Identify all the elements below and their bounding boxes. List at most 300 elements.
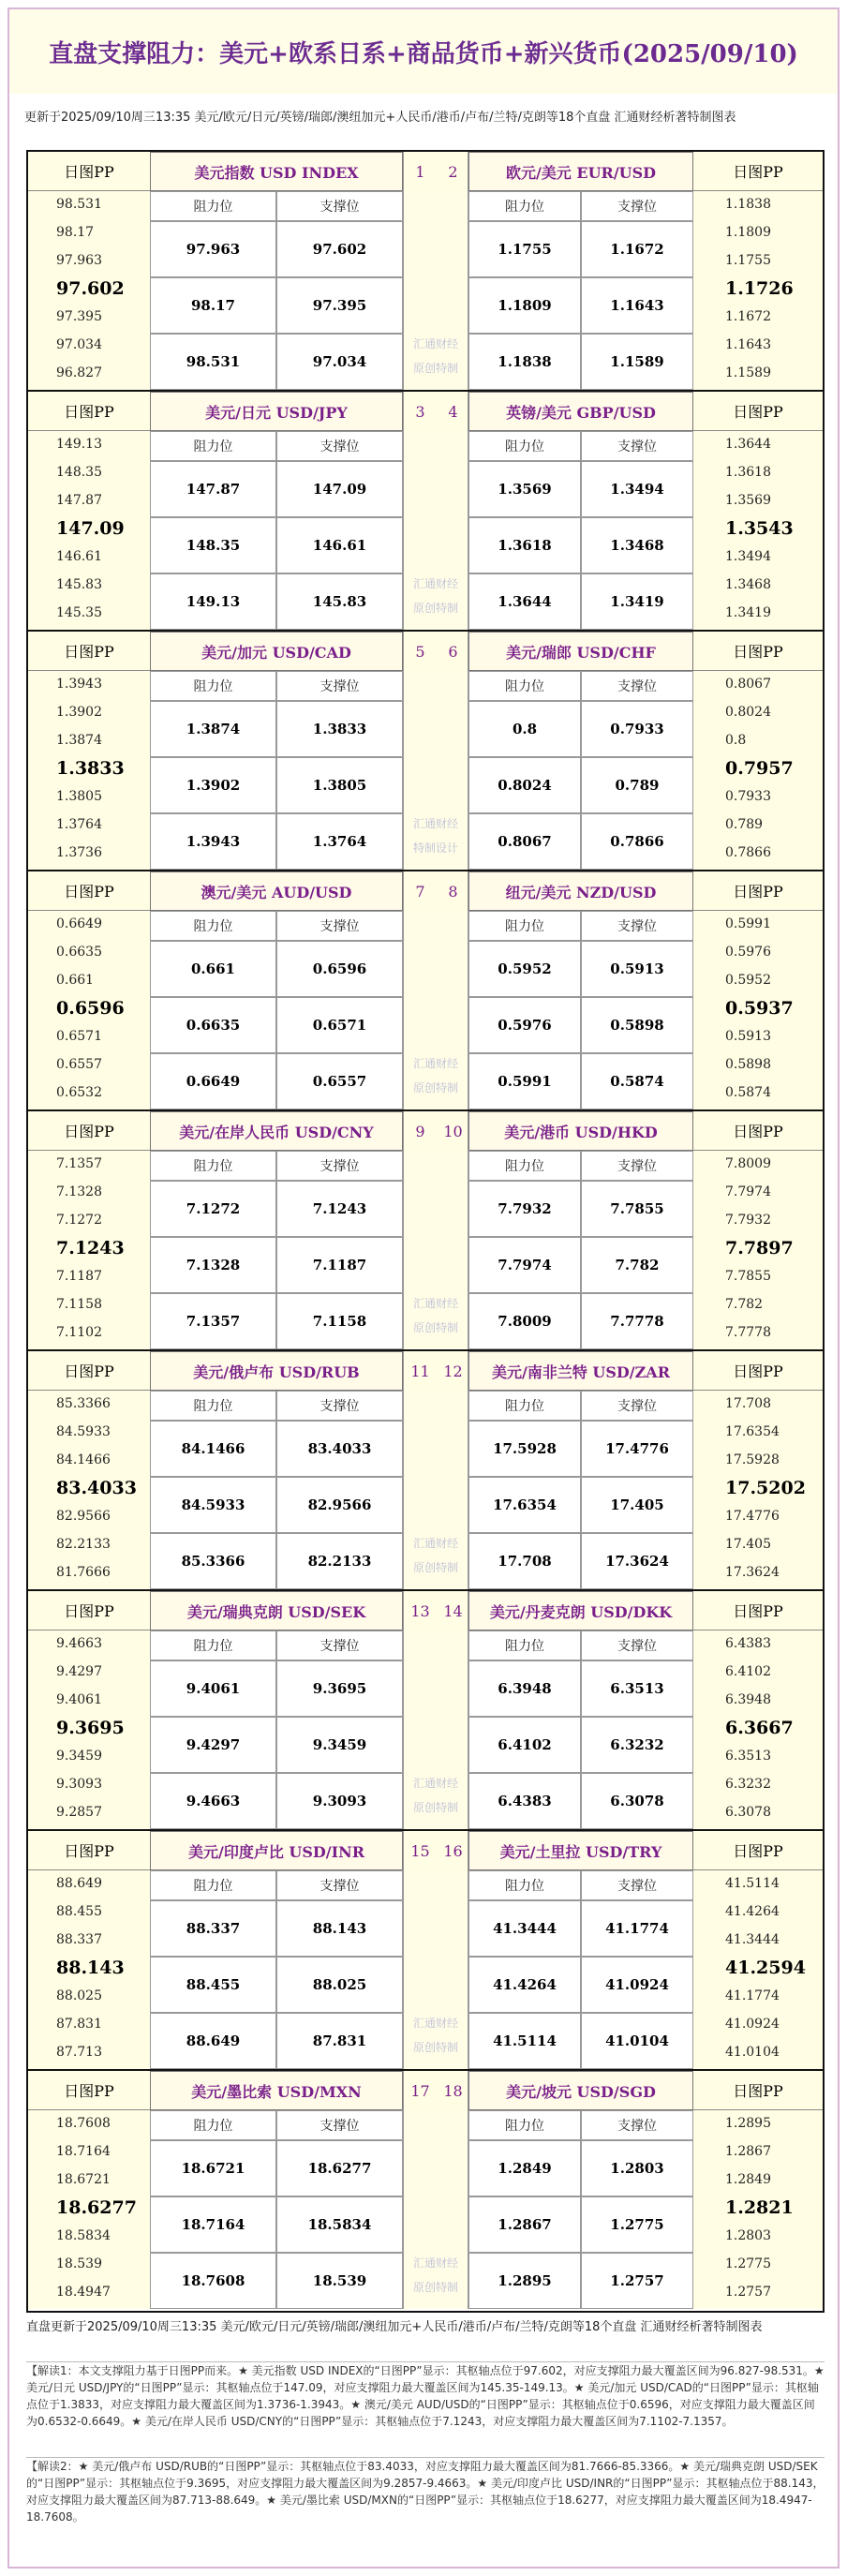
support-value: 6.3078 [581,1773,693,1829]
support-value: 41.0104 [581,2013,693,2069]
pair-block [28,1831,823,2071]
pp-level: 18.7608 [56,2116,111,2131]
pp-level: 1.2895 [725,2116,771,2131]
pp-level: 9.2857 [56,1805,102,1820]
resistance-value: 0.5976 [468,997,581,1053]
pp-level: 87.713 [56,2045,102,2060]
pair-number: 8 [437,871,468,911]
pp-level: 1.3494 [725,549,771,564]
support-value: 1.3833 [276,701,403,757]
watermark: 原创特制 [412,2041,458,2054]
pp-level: 9.4297 [56,1664,102,1679]
pp-level: 7.7932 [725,1213,771,1228]
support-value: 18.5834 [276,2196,403,2253]
support-value: 0.6571 [276,997,403,1053]
support-header: 支撑位 [276,1630,403,1660]
explanation-1: 【解读1：本文支撑阻力基于日图PP而来。★ 美元指数 USD INDEX的“日图PP”显示：其枢轴点位于97.602，对应支撑阻力最大覆盖区间为96.827-98.531。★ 美元/日元 USD/JPY的“日图PP”显示：其枢轴点位于147.09，对应支撑阻力最大覆盖区间为145.35-149.13。★ 美元/加元 USD/CAD的“日图PP”显示：其枢轴点位于1.3833，对应支撑阻力最大覆盖区间为1.3736-1.3943。★ 澳元/美元 AUD/USD的“日图PP”显示：其枢轴点位于0.6596，对应支撑阻力最大覆盖区间为0.6532-0.6649。★ 美元/在岸人民币 USD/CNY的“日图PP”显示：其枢轴点位于7.1243，对应支撑阻力最大覆盖区间为7.1102-7.1357。 [26,2361,825,2430]
resistance-value: 41.3444 [468,1900,581,1957]
pivot-value: 41.2594 [725,1958,806,1978]
resistance-header: 阻力位 [150,1151,276,1181]
pair-block [28,632,823,871]
pp-level: 6.4383 [725,1636,771,1651]
pp-level: 9.3093 [56,1777,102,1792]
support-value: 145.83 [276,573,403,630]
pp-header: 日图PP [28,152,150,191]
pp-level: 1.3736 [56,845,102,860]
watermark: 汇通财经 [412,337,458,350]
resistance-header: 阻力位 [468,1630,581,1660]
pp-level: 1.2867 [725,2144,771,2159]
resistance-value: 88.455 [150,1957,276,2013]
pp-level: 88.649 [56,1876,102,1891]
support-header: 支撑位 [581,1151,693,1181]
watermark: 特制设计 [412,841,458,855]
watermark: 汇通财经 [412,2017,458,2030]
pp-level: 0.6635 [56,945,102,960]
pp-level: 7.1357 [56,1156,102,1171]
daily-pp-column [28,632,150,870]
pp-level: 1.3569 [725,493,771,508]
watermark: 汇通财经 [412,817,458,830]
block-middle [403,1591,468,1829]
resistance-value: 9.4061 [150,1660,276,1717]
support-header: 支撑位 [276,1151,403,1181]
pivot-value: 6.3667 [725,1718,794,1738]
daily-pp-column [28,2071,150,2309]
pp-header: 日图PP [28,392,150,431]
pair-number: 6 [437,632,468,671]
pp-level: 82.2133 [56,1537,111,1552]
pp-level: 0.8 [725,733,747,748]
resistance-value: 7.8009 [468,1293,581,1349]
pp-level: 0.5991 [725,916,771,931]
support-header: 支撑位 [276,431,403,461]
pp-header: 日图PP [693,2071,823,2110]
pivot-value: 0.7957 [725,758,794,779]
pp-header: 日图PP [693,392,823,431]
support-value: 147.09 [276,461,403,517]
pair-name: 美元/土里拉 USD/TRY [468,1831,693,1870]
pivot-value: 1.3543 [725,518,794,539]
daily-pp-column [693,1351,823,1589]
pp-level: 41.4264 [725,1904,780,1919]
resistance-header: 阻力位 [468,2110,581,2140]
block-middle [403,1831,468,2069]
resistance-value: 1.3902 [150,757,276,813]
pair-number: 7 [404,871,437,911]
daily-pp-column [693,2071,823,2309]
support-value: 17.4776 [581,1421,693,1477]
pp-level: 7.782 [725,1297,764,1312]
support-header: 支撑位 [276,911,403,941]
support-header: 支撑位 [276,2110,403,2140]
support-value: 1.2775 [581,2196,693,2253]
pp-level: 41.0104 [725,2045,780,2060]
pp-level: 17.3624 [725,1565,780,1580]
support-header: 支撑位 [581,1391,693,1421]
page-frame [7,7,840,2569]
pair-number: 12 [437,1351,468,1391]
resistance-value: 18.7608 [150,2253,276,2309]
pp-level: 85.3366 [56,1396,111,1411]
pp-level: 0.7933 [725,789,771,804]
pp-level: 97.034 [56,337,102,352]
support-value: 1.1672 [581,221,693,277]
support-value: 18.539 [276,2253,403,2309]
pair-name: 美元/丹麦克朗 USD/DKK [468,1591,693,1630]
resistance-value: 0.8067 [468,813,581,870]
resistance-value: 148.35 [150,517,276,573]
pp-level: 1.2757 [725,2285,771,2300]
pp-level: 41.5114 [725,1876,780,1891]
pivot-value: 17.5202 [725,1478,806,1498]
pivot-value: 97.602 [56,278,125,299]
support-header: 支撑位 [276,191,403,221]
resistance-value: 97.963 [150,221,276,277]
resistance-header: 阻力位 [468,191,581,221]
pair-block [28,152,823,392]
pp-level: 0.5874 [725,1085,771,1100]
pp-level: 17.405 [725,1537,771,1552]
resistance-value: 147.87 [150,461,276,517]
pair-block [28,2071,823,2311]
resistance-value: 17.6354 [468,1477,581,1533]
pp-level: 97.395 [56,309,102,324]
resistance-header: 阻力位 [150,911,276,941]
pair-name: 澳元/美元 AUD/USD [150,871,403,911]
page-subtitle: 更新于2025/09/10周三13:35 美元/欧元/日元/英镑/瑞郎/澳纽加元+人民币/港币/卢布/兰特/克朗等18个直盘 汇通财经析著特制图表 [24,111,736,125]
support-value: 9.3695 [276,1660,403,1717]
pp-level: 1.3874 [56,733,102,748]
watermark: 原创特制 [412,1081,458,1094]
pp-level: 17.708 [725,1396,771,1411]
pair-name: 美元/瑞郎 USD/CHF [468,632,693,671]
pivot-value: 1.2821 [725,2197,794,2218]
pp-level: 0.5976 [725,945,771,960]
pp-level: 1.3805 [56,789,102,804]
pp-level: 0.5913 [725,1029,771,1044]
explanation-2: 【解读2：★ 美元/俄卢布 USD/RUB的“日图PP”显示：其枢轴点位于83.4033，对应支撑阻力最大覆盖区间为81.7666-85.3366。★ 美元/瑞典克朗 USD/SEK的“日图PP”显示：其枢轴点位于9.3695，对应支撑阻力最大覆盖区间为9.2857-9.4663。★ 美元/印度卢比 USD/INR的“日图PP”显示：其枢轴点位于88.143，对应支撑阻力最大覆盖区间为87.713-88.649。★ 美元/墨比索 USD/MXN的“日图PP”显示：其枢轴点位于18.6277，对应支撑阻力最大覆盖区间为18.4947-18.7608。 [26,2457,825,2525]
resistance-header: 阻力位 [468,1391,581,1421]
daily-pp-column [693,1831,823,2069]
pair-name: 美元/在岸人民币 USD/CNY [150,1111,403,1151]
pp-level: 1.3468 [725,577,771,592]
resistance-header: 阻力位 [150,671,276,701]
pp-level: 1.3902 [56,705,102,720]
resistance-header: 阻力位 [150,431,276,461]
pp-level: 1.3419 [725,605,771,620]
pp-level: 0.6532 [56,1085,102,1100]
pair-number: 10 [437,1111,468,1151]
pair-number: 13 [404,1591,437,1630]
pp-level: 0.7866 [725,845,771,860]
pp-header: 日图PP [693,1591,823,1630]
support-header: 支撑位 [581,191,693,221]
pp-level: 88.455 [56,1904,102,1919]
pair-block [28,1111,823,1351]
pp-level: 98.17 [56,225,95,240]
resistance-header: 阻力位 [468,431,581,461]
pp-level: 1.1809 [725,225,771,240]
pp-level: 145.35 [56,605,102,620]
daily-pp-column [28,392,150,630]
resistance-value: 85.3366 [150,1533,276,1589]
pp-level: 18.539 [56,2256,102,2271]
support-header: 支撑位 [276,1391,403,1421]
pair-name: 美元指数 USD INDEX [150,152,403,191]
resistance-value: 1.2849 [468,2140,581,2196]
watermark: 汇通财经 [412,2256,458,2270]
resistance-value: 17.708 [468,1533,581,1589]
pp-level: 41.0924 [725,2017,780,2032]
pair-name: 英镑/美元 GBP/USD [468,392,693,431]
pair-name: 美元/瑞典克朗 USD/SEK [150,1591,403,1630]
resistance-value: 1.3874 [150,701,276,757]
pivot-value: 0.5937 [725,998,794,1019]
support-value: 9.3093 [276,1773,403,1829]
pp-level: 1.3943 [56,677,102,692]
pp-level: 17.4776 [725,1509,780,1524]
resistance-header: 阻力位 [150,2110,276,2140]
pp-level: 0.789 [725,817,764,832]
resistance-value: 9.4663 [150,1773,276,1829]
pp-level: 0.6557 [56,1057,102,1072]
support-header: 支撑位 [276,1870,403,1900]
pair-number: 1 [404,152,437,191]
pp-level: 7.1158 [56,1297,102,1312]
support-value: 9.3459 [276,1717,403,1773]
resistance-value: 1.3644 [468,573,581,630]
pair-number: 18 [437,2071,468,2110]
support-header: 支撑位 [581,431,693,461]
block-middle [403,152,468,390]
support-header: 支撑位 [581,1870,693,1900]
pp-level: 0.5898 [725,1057,771,1072]
pp-level: 9.4061 [56,1692,102,1707]
pivot-value: 0.6596 [56,998,125,1019]
support-value: 7.1187 [276,1237,403,1293]
watermark: 汇通财经 [412,577,458,590]
pair-number: 2 [437,152,468,191]
pp-level: 1.1838 [725,197,771,212]
resistance-value: 1.1755 [468,221,581,277]
pp-header: 日图PP [693,152,823,191]
pp-level: 7.1328 [56,1184,102,1199]
pivot-value: 1.3833 [56,758,125,779]
resistance-value: 98.17 [150,277,276,334]
resistance-value: 0.6649 [150,1053,276,1109]
page-title: 直盘支撑阻力：美元+欧系日系+商品货币+新兴货币(2025/09/10) [9,9,838,94]
resistance-value: 0.6635 [150,997,276,1053]
support-value: 0.7866 [581,813,693,870]
support-header: 支撑位 [581,1630,693,1660]
support-value: 41.1774 [581,1900,693,1957]
pair-name: 美元/港币 USD/HKD [468,1111,693,1151]
pp-level: 0.6649 [56,916,102,931]
resistance-header: 阻力位 [150,191,276,221]
resistance-value: 9.4297 [150,1717,276,1773]
pp-header: 日图PP [28,632,150,671]
daily-pp-column [693,1591,823,1829]
pp-level: 7.1187 [56,1269,102,1284]
pp-level: 7.1272 [56,1213,102,1228]
support-value: 7.1243 [276,1181,403,1237]
pair-number: 3 [404,392,437,431]
daily-pp-column [28,1351,150,1589]
pivot-value: 9.3695 [56,1718,125,1738]
resistance-value: 6.3948 [468,1660,581,1717]
support-value: 1.1643 [581,277,693,334]
support-value: 1.3764 [276,813,403,870]
pp-level: 0.8024 [725,705,771,720]
pair-name: 美元/日元 USD/JPY [150,392,403,431]
support-value: 1.3419 [581,573,693,630]
support-value: 82.2133 [276,1533,403,1589]
support-header: 支撑位 [581,911,693,941]
pp-level: 1.1672 [725,309,771,324]
block-middle [403,392,468,630]
pp-level: 0.5952 [725,973,771,988]
support-value: 17.3624 [581,1533,693,1589]
pp-level: 145.83 [56,577,102,592]
resistance-value: 0.5991 [468,1053,581,1109]
support-value: 97.602 [276,221,403,277]
support-value: 88.025 [276,1957,403,2013]
pair-number: 9 [404,1111,437,1151]
pair-number: 16 [437,1831,468,1870]
resistance-value: 1.3943 [150,813,276,870]
support-value: 6.3513 [581,1660,693,1717]
daily-pp-column [693,1111,823,1349]
resistance-value: 7.1357 [150,1293,276,1349]
pp-level: 6.4102 [725,1664,771,1679]
pp-level: 149.13 [56,437,102,452]
daily-pp-column [693,392,823,630]
resistance-value: 0.8024 [468,757,581,813]
support-value: 82.9566 [276,1477,403,1533]
pp-level: 146.61 [56,549,102,564]
pp-level: 18.7164 [56,2144,111,2159]
pair-name: 纽元/美元 NZD/USD [468,871,693,911]
support-value: 17.405 [581,1477,693,1533]
support-value: 0.789 [581,757,693,813]
support-header: 支撑位 [276,671,403,701]
support-value: 1.3805 [276,757,403,813]
resistance-value: 149.13 [150,573,276,630]
resistance-value: 84.5933 [150,1477,276,1533]
resistance-value: 6.4102 [468,1717,581,1773]
support-value: 0.5898 [581,997,693,1053]
support-value: 88.143 [276,1900,403,1957]
pp-level: 84.5933 [56,1424,111,1439]
pivot-table [26,150,825,2313]
block-middle [403,1111,468,1349]
pp-header: 日图PP [28,1351,150,1391]
pp-level: 1.1643 [725,337,771,352]
pp-level: 18.5834 [56,2228,111,2243]
daily-pp-column [28,1831,150,2069]
pair-block [28,1591,823,1831]
support-value: 7.7855 [581,1181,693,1237]
resistance-value: 18.7164 [150,2196,276,2253]
pp-level: 7.7974 [725,1184,771,1199]
resistance-value: 1.3618 [468,517,581,573]
pp-level: 7.7778 [725,1325,771,1340]
watermark: 原创特制 [412,602,458,615]
pp-level: 7.1102 [56,1325,102,1340]
resistance-value: 7.7932 [468,1181,581,1237]
pivot-value: 88.143 [56,1958,125,1978]
pivot-value: 18.6277 [56,2197,137,2218]
pp-level: 88.337 [56,1932,102,1947]
pp-level: 6.3513 [725,1749,771,1764]
daily-pp-column [693,152,823,390]
resistance-value: 0.8 [468,701,581,757]
pp-header: 日图PP [693,1831,823,1870]
pp-level: 41.1774 [725,1988,780,2003]
pair-name: 欧元/美元 EUR/USD [468,152,693,191]
pivot-value: 147.09 [56,518,125,539]
pp-level: 17.6354 [725,1424,780,1439]
pivot-value: 7.7897 [725,1238,794,1258]
pair-number: 14 [437,1591,468,1630]
pp-header: 日图PP [28,1111,150,1151]
resistance-value: 7.7974 [468,1237,581,1293]
resistance-value: 41.4264 [468,1957,581,2013]
pair-name: 美元/俄卢布 USD/RUB [150,1351,403,1391]
pair-block [28,871,823,1111]
pp-header: 日图PP [693,1111,823,1151]
table-footer: 直盘更新于2025/09/10周三13:35 美元/欧元/日元/英镑/瑞郎/澳纽加元+人民币/港币/卢布/兰特/克朗等18个直盘 汇通财经析著特制图表 [26,2320,763,2334]
daily-pp-column [28,1111,150,1349]
pp-level: 18.4947 [56,2285,111,2300]
resistance-header: 阻力位 [468,1870,581,1900]
pair-block [28,392,823,632]
pair-number: 11 [404,1351,437,1391]
daily-pp-column [28,1591,150,1829]
pivot-value: 1.1726 [725,278,794,299]
resistance-value: 0.5952 [468,941,581,997]
support-value: 97.395 [276,277,403,334]
block-middle [403,871,468,1109]
watermark: 原创特制 [412,362,458,375]
pp-level: 41.3444 [725,1932,780,1947]
support-header: 支撑位 [581,2110,693,2140]
watermark: 汇通财经 [412,1057,458,1070]
support-value: 0.6596 [276,941,403,997]
pivot-value: 83.4033 [56,1478,137,1498]
pp-header: 日图PP [28,2071,150,2110]
resistance-value: 88.649 [150,2013,276,2069]
support-value: 6.3232 [581,1717,693,1773]
pp-level: 17.5928 [725,1452,780,1467]
support-value: 0.5874 [581,1053,693,1109]
resistance-value: 0.661 [150,941,276,997]
pp-level: 147.87 [56,493,102,508]
pp-header: 日图PP [693,871,823,911]
resistance-value: 7.1272 [150,1181,276,1237]
watermark: 原创特制 [412,1561,458,1574]
pair-name: 美元/加元 USD/CAD [150,632,403,671]
support-value: 146.61 [276,517,403,573]
watermark: 原创特制 [412,2281,458,2294]
resistance-value: 1.2895 [468,2253,581,2309]
pair-number: 5 [404,632,437,671]
support-value: 1.2757 [581,2253,693,2309]
resistance-value: 1.3569 [468,461,581,517]
watermark: 汇通财经 [412,1777,458,1790]
block-middle [403,632,468,870]
